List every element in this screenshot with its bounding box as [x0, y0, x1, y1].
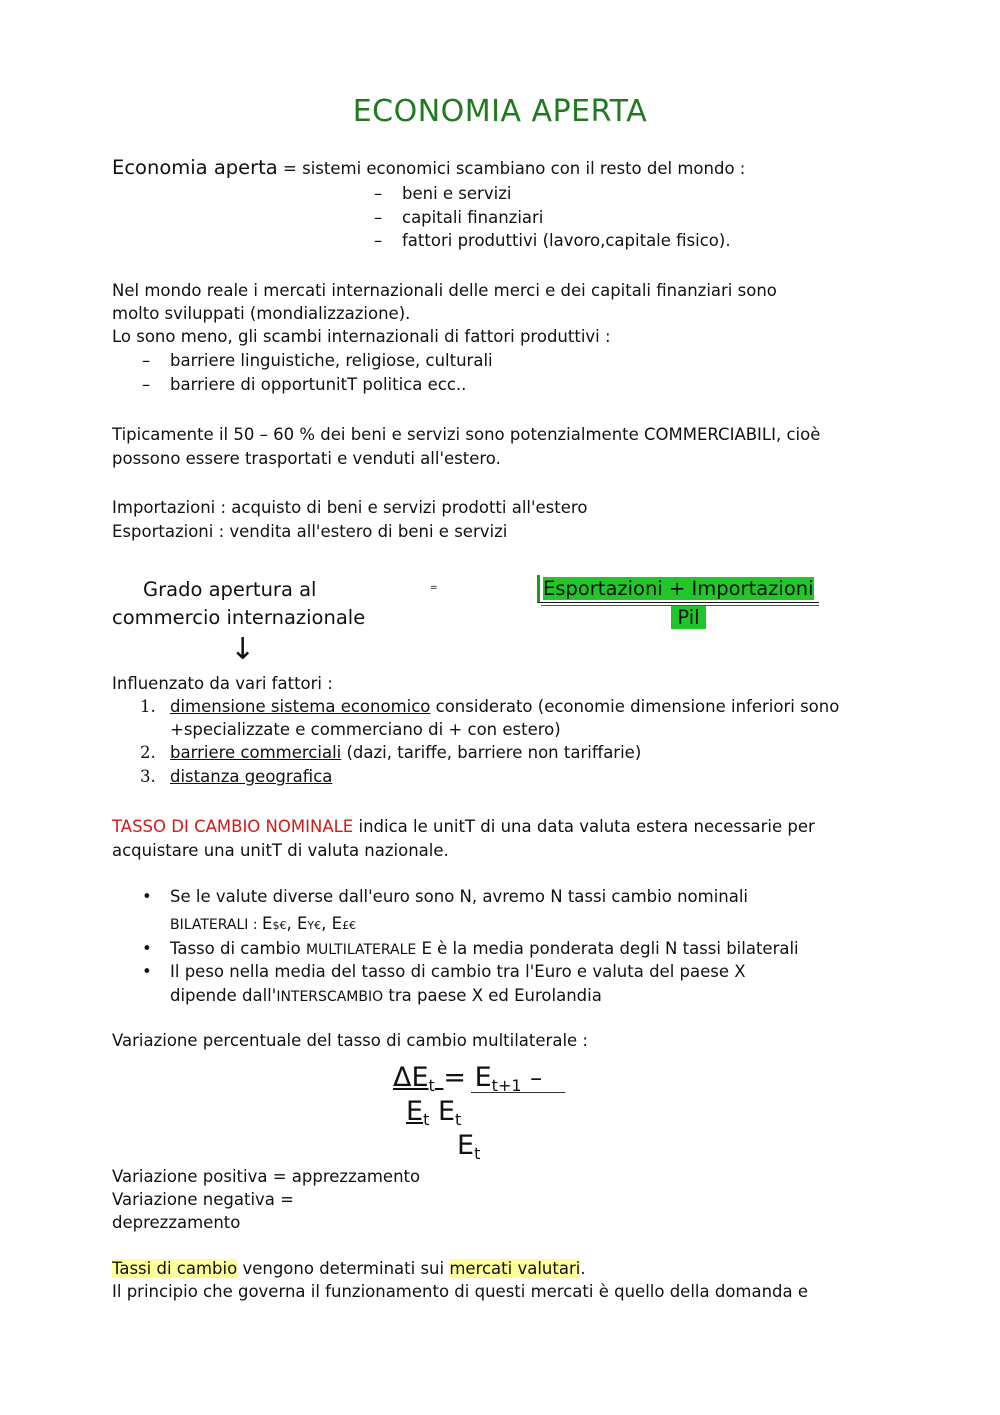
bullet-text: Il peso nella media del tasso di cambio tra l'Euro e valuta del paese X	[170, 962, 746, 981]
small-caps-text: BILATERALI :	[170, 917, 263, 933]
tasso-text: indica le unitT di una data valuta estera necessarie per	[353, 817, 815, 836]
underlined-term: dimensione sistema economico	[170, 697, 431, 716]
bullet-icon: •	[142, 939, 152, 958]
formula-term: Et	[437, 1096, 462, 1129]
paragraph-line: Il principio che governa il funzionamento di questi mercati è quello della domanda e	[112, 1282, 809, 1301]
formula-eq: = E	[443, 1062, 492, 1093]
small-caps-text: INTERSCAMBIO	[276, 989, 384, 1005]
bullet-item	[142, 887, 749, 907]
formula-sub: t+1	[491, 1076, 522, 1095]
bullet-item	[142, 939, 799, 959]
definition-item: – fattori produttivi (lavoro,capitale fisico).	[402, 231, 731, 251]
definition-term: Economia aperta	[112, 156, 278, 179]
definition-line	[112, 156, 745, 179]
paragraph-text: .	[580, 1259, 586, 1278]
bullet-text: tra paese X ed Eurolandia	[383, 986, 602, 1005]
small-caps-text: MULTILATERALE	[305, 942, 417, 958]
definition-item: – beni e servizi	[402, 184, 511, 204]
paragraph-line: possono essere trasportati e venduti all'estero.	[112, 449, 501, 468]
fattori-intro: Influenzato da vari fattori :	[112, 674, 333, 693]
highlight-text: Tassi di cambio	[112, 1259, 238, 1278]
bullet-icon: •	[142, 962, 152, 981]
paragraph-line: deprezzamento	[112, 1213, 241, 1232]
bullet-text: dipende dall'	[170, 986, 277, 1005]
rate-subscript: £€	[342, 919, 357, 932]
paragraph-line: Lo sono meno, gli scambi internazionali di fattori produttivi :	[112, 327, 611, 346]
bullet-icon: •	[142, 887, 152, 906]
rate-symbol: E	[296, 914, 308, 933]
formula-denominator: Et	[406, 1096, 430, 1129]
definition-item: – capitali finanziari	[402, 208, 543, 228]
formula-sub: t	[474, 1144, 481, 1163]
formula-line	[393, 1062, 542, 1095]
rate-symbol: E	[262, 914, 273, 933]
paragraph-line: Nel mondo reale i mercati internazionali delle merci e dei capitali finanziari sono	[112, 281, 777, 300]
underlined-term: barriere commerciali	[170, 743, 342, 762]
definition-eq: =	[283, 159, 297, 178]
formula-delta: ΔEt	[393, 1062, 435, 1095]
bullet-text: Se le valute diverse dall'euro sono N, avremo N tassi cambio nominali	[170, 887, 749, 906]
bullet-text: Tasso di cambio	[170, 939, 306, 958]
formula-bar	[471, 1092, 565, 1093]
paragraph-text: vengono determinati sui	[237, 1259, 450, 1278]
list-item	[140, 767, 333, 787]
list-text: considerato (economie dimensione inferiori sono	[430, 697, 840, 716]
list-item: – barriere di opportunitT politica ecc..	[170, 375, 466, 395]
list-item	[140, 697, 840, 717]
paragraph-line: molto sviluppati (mondializzazione).	[112, 304, 411, 323]
grado-numerator-text: Esportazioni + Importazioni	[543, 577, 814, 600]
grado-label: Grado apertura al	[143, 578, 317, 601]
bullet-continuation	[170, 986, 602, 1006]
formula-minus: –	[530, 1064, 543, 1092]
mercati-line	[112, 1259, 586, 1279]
list-item-continuation: +specializzate e commerciano di + con estero)	[170, 720, 561, 739]
bullet-continuation: BILATERALI : E$€, EY€, E£€	[170, 914, 357, 933]
formula-term: E	[457, 1130, 475, 1161]
list-text: (dazi, tariffe, barriere non tariffarie)	[341, 743, 642, 762]
list-item: – barriere linguistiche, religiose, culturali	[170, 351, 493, 371]
highlight-text: mercati valutari	[449, 1259, 581, 1278]
tasso-term: TASSO DI CAMBIO NOMINALE	[112, 817, 354, 836]
list-item	[140, 743, 642, 763]
list-number: 1.	[140, 697, 156, 716]
tasso-line	[112, 817, 815, 837]
fraction-bar	[541, 605, 819, 606]
grado-numerator	[537, 575, 819, 603]
paragraph-line: Tipicamente il 50 – 60 % dei beni e servizi sono potenzialmente COMMERCIABILI, cioè	[112, 425, 821, 444]
paragraph-line: Esportazioni : vendita all'estero di beni e servizi	[112, 522, 508, 541]
rate-subscript: $€	[272, 919, 287, 932]
grado-equals: =	[430, 583, 438, 593]
bullet-item	[142, 962, 746, 982]
paragraph-line: Variazione negativa =	[112, 1190, 294, 1209]
grado-denominator-text: Pil	[671, 606, 705, 629]
list-number: 2.	[140, 743, 156, 762]
paragraph-line: acquistare una unitT di valuta nazionale.	[112, 841, 449, 860]
formula-line	[406, 1096, 461, 1129]
grado-label: commercio internazionale	[112, 606, 366, 629]
formula-line	[457, 1130, 480, 1163]
bullet-text: E è la media ponderata degli N tassi bilaterali	[416, 939, 799, 958]
paragraph-line: Variazione positiva = apprezzamento	[112, 1167, 421, 1186]
underlined-term: distanza geografica	[170, 767, 333, 786]
definition-text: sistemi economici scambiano con il resto del mondo :	[302, 159, 746, 178]
paragraph-line: Importazioni : acquisto di beni e servizi prodotti all'estero	[112, 498, 588, 517]
grado-denominator	[666, 606, 711, 629]
rate-subscript: Y€	[307, 919, 322, 932]
variazione-intro: Variazione percentuale del tasso di cambio multilaterale :	[112, 1031, 588, 1050]
down-arrow-icon: ↓	[230, 632, 256, 667]
page-title: ECONOMIA APERTA	[352, 94, 648, 129]
rate-symbol: E	[331, 914, 343, 933]
list-number: 3.	[140, 767, 156, 786]
